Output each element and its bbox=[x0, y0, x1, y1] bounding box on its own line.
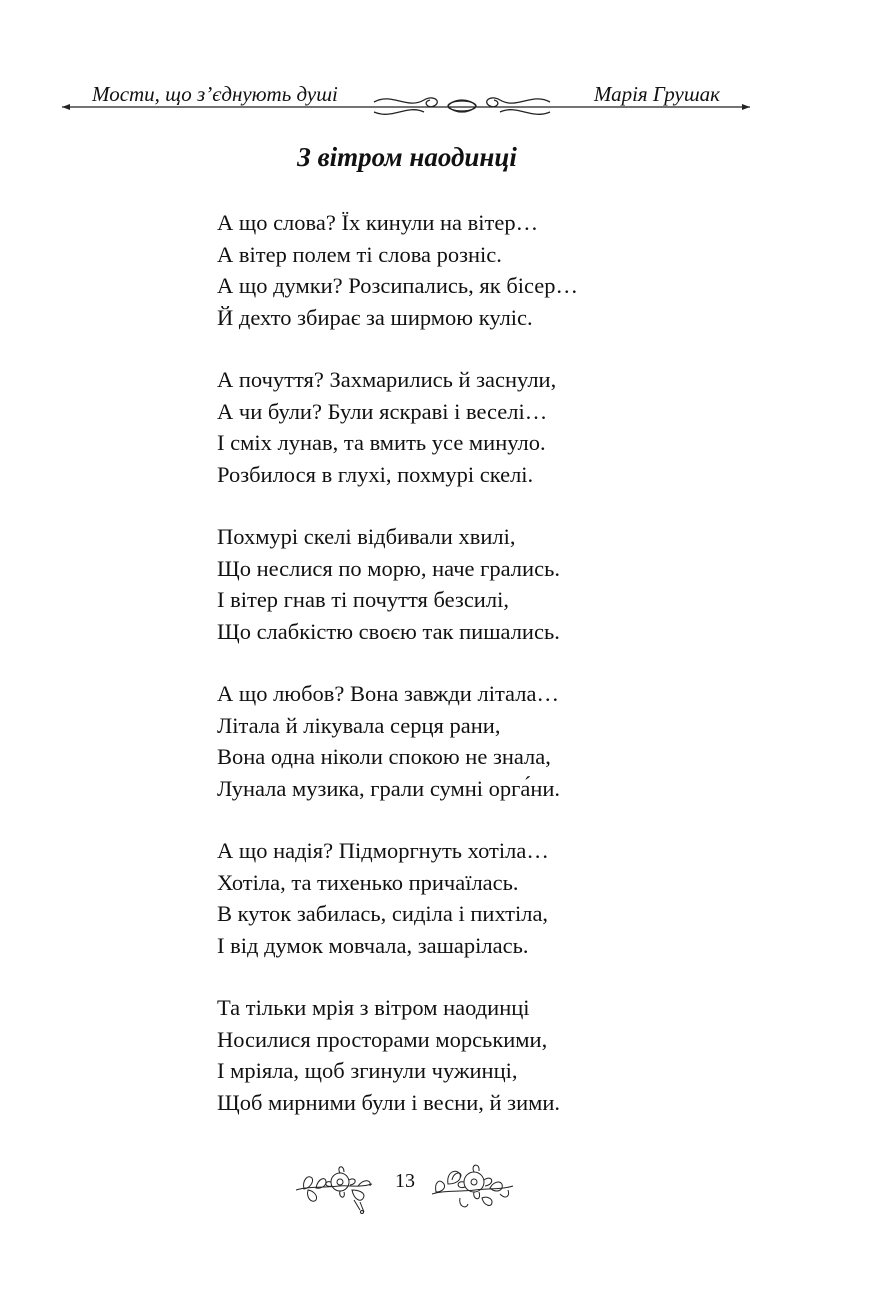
poem-line: А вітер полем ті слова розніс. bbox=[217, 241, 502, 267]
poem-line: Вона одна ніколи спокою не знала, bbox=[217, 744, 551, 769]
stanza bbox=[217, 207, 578, 333]
poem-line: Похмурі скелі відбивали хвилі, bbox=[217, 524, 516, 549]
poem-line: Носилися просторами морськими, bbox=[217, 1026, 548, 1052]
poem-line: Щоб мирними були і весни, й зими. bbox=[217, 1089, 561, 1115]
poem-line: А почуття? Захмарились й заснули, bbox=[217, 367, 557, 392]
poem-line: А що слова? Їх кинули на вітер… bbox=[217, 210, 539, 235]
poem-line: Літала й лікувала серця рани, bbox=[217, 712, 501, 738]
poem-line: А що думки? Розсипались, як бісер… bbox=[217, 273, 579, 298]
poem-line: А що любов? Вона завжди літала… bbox=[217, 681, 559, 706]
poem-line: А чи були? Були яскраві і веселі… bbox=[217, 398, 548, 424]
stanza bbox=[217, 835, 578, 961]
stanza bbox=[217, 992, 578, 1118]
stanza bbox=[217, 364, 578, 490]
flower-ornament-icon bbox=[294, 1160, 374, 1215]
page-number: 13 bbox=[395, 1170, 415, 1192]
poem-line: Розбилося в глухі, похмурі скелі. bbox=[217, 461, 534, 487]
poem-line: І мріяла, щоб згинули чужинці, bbox=[217, 1058, 518, 1083]
author-name: Марія Грушак bbox=[593, 82, 720, 106]
stanza bbox=[217, 678, 578, 804]
flower-ornament-icon bbox=[430, 1160, 515, 1215]
poem-line: Й дехто збирає за ширмою куліс. bbox=[217, 304, 533, 330]
poem-line: Хотіла, та тихенько причаїлась. bbox=[217, 869, 519, 895]
poem-line: І вітер гнав ті почуття безсилі, bbox=[217, 587, 509, 612]
poem-line: В куток забилась, сиділа і пихтіла, bbox=[217, 901, 549, 926]
page-footer bbox=[290, 1158, 520, 1218]
poem-line: А що надія? Підморгнуть хотіла… bbox=[217, 838, 549, 863]
book-title: Мости, що з’єднують душі bbox=[92, 82, 338, 106]
poem-line: Та тільки мрія з вітром наодинці bbox=[217, 995, 530, 1020]
poem-line: Що слабкістю своєю так пишались. bbox=[217, 618, 560, 644]
running-header bbox=[62, 80, 750, 120]
poem-line: І сміх лунав, та вмить усе минуло. bbox=[217, 430, 546, 455]
poem-line: І від думок мовчала, зашарілась. bbox=[217, 932, 529, 958]
stanza bbox=[217, 521, 578, 647]
poem-title: З вітром наодинці bbox=[297, 142, 517, 172]
poem-line: Що неслися по морю, наче грались. bbox=[217, 555, 560, 581]
poem-body bbox=[217, 207, 578, 1149]
poem-line: Лунала музика, грали сумні орга́ни. bbox=[217, 775, 561, 801]
